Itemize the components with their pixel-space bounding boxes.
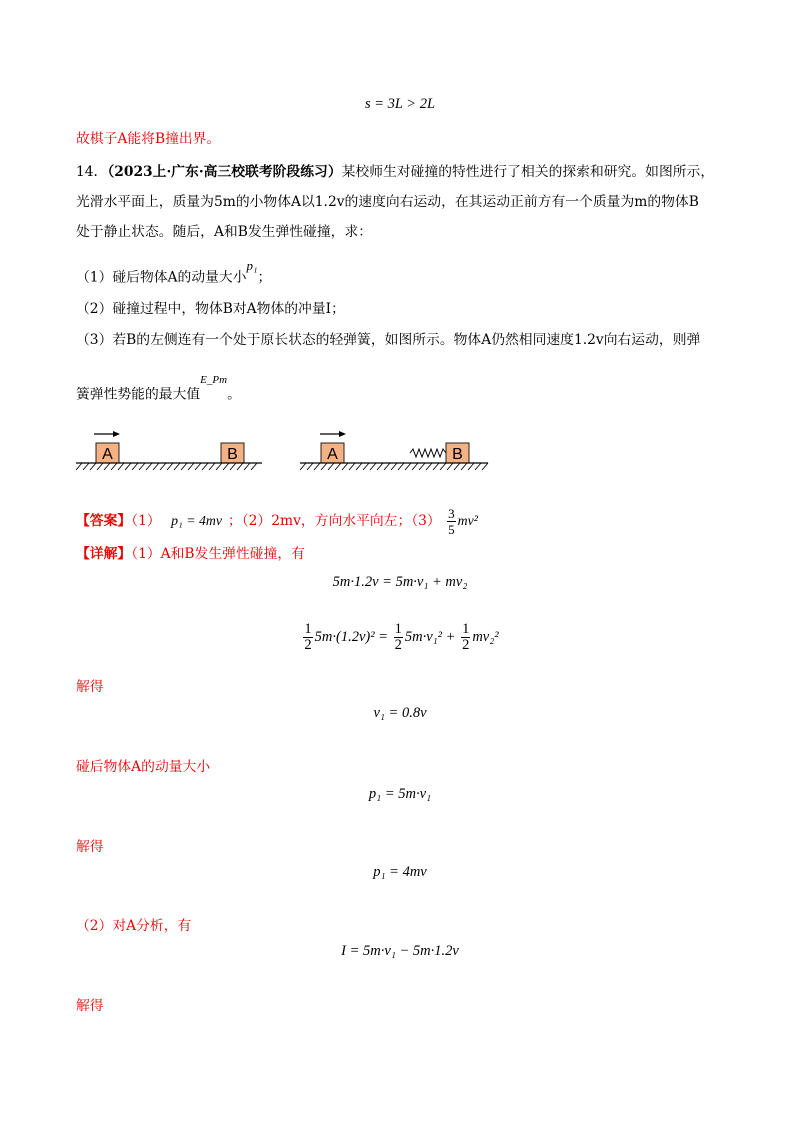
equation-p1-def: p₁ = 5m·v₁ (368, 786, 432, 802)
hatch-line (97, 463, 103, 470)
question-3-symbol: E_Pm (200, 374, 228, 386)
hatch-line (146, 463, 152, 470)
equation-impulse: I = 5m·v₁ − 5m·1.2v (341, 943, 459, 959)
hatch-line (237, 463, 243, 470)
energy-right: mv₂² (472, 628, 499, 645)
hatch-line (482, 463, 488, 470)
hatch-line (447, 463, 453, 470)
hatch-line (461, 463, 467, 470)
half-den-2: 2 (394, 637, 402, 653)
half-den-3: 2 (462, 637, 470, 653)
hatch-line (342, 463, 348, 470)
ground-hatch-left (76, 463, 257, 470)
half-num-1: 1 (304, 621, 312, 637)
equation-v1: v₁ = 0.8v (373, 705, 427, 721)
hatch-line (475, 463, 481, 470)
answer-part3-fraction (447, 506, 456, 537)
hatch-line (181, 463, 187, 470)
question-1-end: ； (257, 269, 272, 286)
collision-figure (70, 422, 500, 482)
answer-part1-equation: p₁ = 4mv (171, 513, 222, 528)
hatch-line (370, 463, 376, 470)
energy-half-3 (461, 622, 470, 653)
hatch-line (216, 463, 222, 470)
energy-left: 5m·(1.2v)² = (314, 628, 388, 645)
spring (410, 449, 446, 457)
hatch-line (433, 463, 439, 470)
problem-line-3: 处于静止状态。随后，A和B发生弹性碰撞，求： (76, 224, 373, 240)
hatch-line (76, 463, 82, 470)
question-3-line-2 (76, 374, 241, 405)
answer-line (76, 506, 478, 537)
problem-line-1 (76, 162, 714, 182)
equation-energy (0, 622, 800, 653)
velocity-arrowhead-right (339, 431, 346, 437)
hatch-line (426, 463, 432, 470)
hatch-line (139, 463, 145, 470)
equation-momentum: 5m·1.2v = 5m·v₁ + mv₂ (332, 574, 468, 590)
hatch-line (202, 463, 208, 470)
velocity-arrowhead-left (113, 431, 120, 437)
hatch-line (244, 463, 250, 470)
figure-right (300, 431, 488, 470)
problem-source: （2023上·广东·高三校联考阶段练习） (107, 164, 342, 180)
hatch-line (167, 463, 173, 470)
hatch-line (90, 463, 96, 470)
problem-line-2: 光滑水平面上，质量为5m的小物体A以1.2v的速度向右运动，在其运动正前方有一个质量为m的物体B (76, 194, 699, 210)
detail-line (76, 544, 305, 564)
energy-mid: 5m·v₁² + (404, 628, 456, 645)
energy-half-1 (303, 622, 312, 653)
equation-p1-value: p₁ = 4mv (373, 864, 427, 880)
block-b-left-label: B (227, 446, 238, 463)
hatch-line (412, 463, 418, 470)
hatch-line (153, 463, 159, 470)
detail-label: 【详解】 (76, 546, 132, 562)
hatch-line (195, 463, 201, 470)
figure-left (76, 431, 262, 470)
hatch-line (160, 463, 166, 470)
answer-part3-numerator: 3 (448, 506, 455, 521)
question-3-text: 簧弹性势能的最大值 (76, 386, 201, 403)
hatch-line (440, 463, 446, 470)
hatch-line (307, 463, 313, 470)
hatch-line (125, 463, 131, 470)
part2-intro: （2）对A分析，有 (76, 918, 192, 934)
question-2: （2）碰撞过程中，物体B对A物体的冲量I； (76, 301, 345, 317)
detail-intro: （1）A和B发生弹性碰撞，有 (131, 546, 305, 562)
conclusion-text: 故棋子A能将B撞出界。 (76, 131, 221, 147)
half-den-1: 2 (304, 637, 312, 653)
half-num-2: 1 (394, 621, 402, 637)
hatch-line (454, 463, 460, 470)
hatch-line (251, 463, 257, 470)
hatch-line (188, 463, 194, 470)
problem-number: 14． (76, 164, 108, 180)
hatch-line (132, 463, 138, 470)
hatch-line (111, 463, 117, 470)
hatch-line (118, 463, 124, 470)
hatch-line (104, 463, 110, 470)
ground-hatch-right (300, 463, 488, 470)
solve-label-2: 解得 (76, 839, 104, 855)
hatch-line (300, 463, 306, 470)
question-1-text: （1）碰后物体A的动量大小 (76, 269, 247, 286)
question-3-line-1: （3）若B的左侧连有一个处于原长状态的轻弹簧，如图所示。物体A仍然相同速度1.2v向右运动，则弹 (76, 332, 701, 348)
hatch-line (419, 463, 425, 470)
block-a-right-label: A (327, 446, 338, 463)
hatch-line (209, 463, 215, 470)
solve-label-3: 解得 (76, 998, 104, 1014)
momentum-text: 碰后物体A的动量大小 (76, 759, 211, 775)
hatch-line (230, 463, 236, 470)
hatch-line (391, 463, 397, 470)
hatch-line (335, 463, 341, 470)
answer-part1-label: （1） (131, 513, 161, 529)
problem-line1-rest: 某校师生对碰撞的特性进行了相关的探索和研究。如图所示， (341, 164, 715, 180)
energy-half-2 (394, 622, 403, 653)
answer-label: 【答案】 (76, 513, 132, 529)
solve-label-1: 解得 (76, 679, 104, 695)
hatch-line (314, 463, 320, 470)
hatch-line (377, 463, 383, 470)
block-a-left-label: A (102, 446, 113, 463)
half-num-3: 1 (462, 621, 470, 637)
hatch-line (83, 463, 89, 470)
answer-part2: ；（2）2mv，方向水平向左；（3） (227, 513, 441, 529)
hatch-line (405, 463, 411, 470)
hatch-line (223, 463, 229, 470)
question-1-symbol: p₁ (246, 258, 258, 273)
hatch-line (349, 463, 355, 470)
hatch-line (363, 463, 369, 470)
equation-s: s = 3L > 2L (364, 96, 436, 112)
question-3-end: 。 (227, 386, 241, 403)
answer-part3-rest: mv² (457, 513, 478, 528)
hatch-line (468, 463, 474, 470)
hatch-line (356, 463, 362, 470)
question-1 (76, 258, 272, 288)
hatch-line (384, 463, 390, 470)
hatch-line (174, 463, 180, 470)
hatch-line (328, 463, 334, 470)
hatch-line (398, 463, 404, 470)
hatch-line (321, 463, 327, 470)
block-b-right-label: B (452, 446, 463, 463)
answer-part3-denominator: 5 (448, 522, 455, 537)
